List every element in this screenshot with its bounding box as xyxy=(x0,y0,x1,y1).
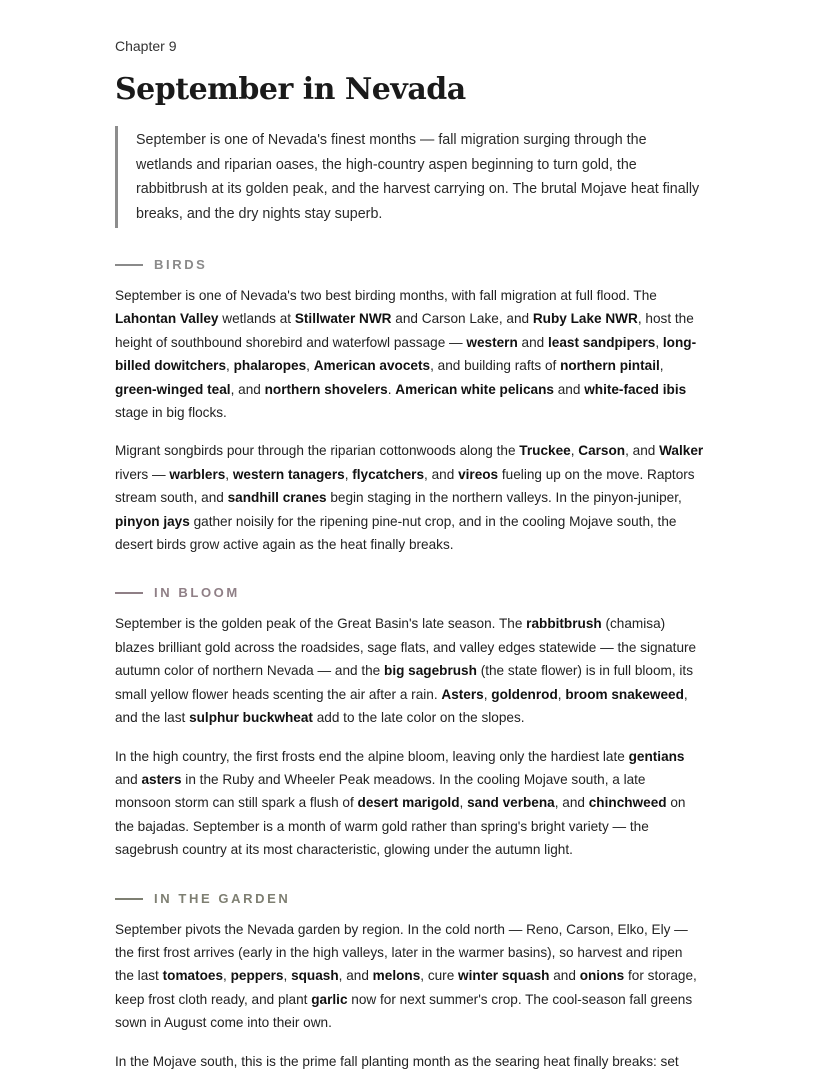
bold-term: winter squash xyxy=(458,968,550,984)
section-heading xyxy=(115,584,705,602)
bold-term: phalaropes xyxy=(233,358,307,374)
bold-term: pinyon jays xyxy=(115,513,190,529)
sections xyxy=(115,256,705,1073)
chapter-label: Chapter 9 xyxy=(115,38,177,54)
bold-term: Asters xyxy=(441,686,484,702)
bold-term: chinchweed xyxy=(588,795,667,811)
bold-term: long-billed dowitchers xyxy=(115,334,697,374)
bold-term: sandhill cranes xyxy=(227,490,327,506)
bold-term: Lahontan Valley xyxy=(115,311,219,327)
bold-term: garlic xyxy=(311,991,348,1007)
bold-term: Walker xyxy=(659,443,704,459)
bold-term: American white pelicans xyxy=(395,381,554,397)
body-paragraph: In the Mojave south, this is the prime fall planting month as the searing heat finally breaks: set xyxy=(115,1053,679,1069)
section-label: IN THE GARDEN xyxy=(154,890,291,906)
bold-term: Stillwater NWR xyxy=(294,311,392,327)
body-paragraph: September is the golden peak of the Great Basin's late season. The rabbitbrush (chamisa) blazes brilliant gold across the roadsides, sage flats, and valley edges statewide — the signature autumn color of northern Nevada — and the big sagebrush (the state flower) is in full bloom, its small yellow flower heads scenting the air after a rain. Asters, goldenrod, broom snakeweed, and the last sulphur buckwheat add to the late color on the slopes. xyxy=(115,616,697,726)
bold-term: least sandpipers xyxy=(548,334,656,350)
section-heading xyxy=(115,256,705,274)
bold-term: American avocets xyxy=(313,358,431,374)
body-paragraph: September is one of Nevada's two best birding months, with fall migration at full flood. The Lahontan Valley wetlands at Stillwater NWR and Carson Lake, and Ruby Lake NWR, host the height of southbound shorebird and waterfowl passage — western and least sandpipers, long-billed dowitchers, phalaropes, American avocets, and building rafts of northern pintail, green-winged teal, and northern shovelers. American white pelicans and white-faced ibis stage in big flocks. xyxy=(115,288,697,421)
bold-term: rabbitbrush xyxy=(526,616,602,632)
bold-term: onions xyxy=(579,968,625,984)
bold-term: desert marigold xyxy=(357,795,460,811)
section-rule xyxy=(115,264,143,266)
bold-term: goldenrod xyxy=(491,686,558,702)
bold-term: sand verbena xyxy=(467,795,555,811)
bold-term: western tanagers xyxy=(232,466,345,482)
bold-term: broom snakeweed xyxy=(565,686,684,702)
bold-term: flycatchers xyxy=(352,466,425,482)
body-paragraph: September pivots the Nevada garden by region. In the cold north — Reno, Carson, Elko, Ely — the first frost arrives (early in the high valleys, later in the warmer basins), so harvest and ripen the last tomatoes, peppers, squash, and melons, cure winter squash and onions for storage, keep frost cloth ready, and plant garlic now for next summer's crop. The cool-season fall greens sown in August come into their own. xyxy=(115,921,697,1031)
bold-term: sulphur buckwheat xyxy=(189,710,313,726)
bold-term: tomatoes xyxy=(162,968,224,984)
body-paragraph: In the high country, the first frosts end the alpine bloom, leaving only the hardiest late gentians and asters in the Ruby and Wheeler Peak meadows. In the cooling Mojave south, a late monsoon storm can still spark a flush of desert marigold, sand verbena, and chinchweed on the bajadas. September is a month of warm gold rather than spring's bright variety — the sagebrush country at its most characteristic, glowing under the autumn light. xyxy=(115,748,686,858)
body-paragraph: Migrant songbirds pour through the riparian cottonwoods along the Truckee, Carson, and Walker rivers — warblers, western tanagers, flycatchers, and vireos fueling up on the move. Raptors stream south, and sandhill cranes begin staging in the northern valleys. In the pinyon-juniper, pinyon jays gather noisily for the ripening pine-nut crop, and in the cooling Mojave south, the desert birds grow active again as the heat finally breaks. xyxy=(115,443,704,553)
bold-term: asters xyxy=(141,771,182,787)
section-label: IN BLOOM xyxy=(154,585,240,601)
section-rule xyxy=(115,898,143,900)
section-label: BIRDS xyxy=(154,257,208,272)
bold-term: Carson xyxy=(578,443,626,459)
page-title: September in Nevada xyxy=(115,72,466,107)
bold-term: melons xyxy=(372,968,421,984)
bold-term: peppers xyxy=(230,968,284,984)
bold-term: gentians xyxy=(628,748,685,764)
bold-term: white-faced ibis xyxy=(584,381,687,397)
section-rule xyxy=(115,592,143,594)
section-heading xyxy=(115,890,705,908)
bold-term: Truckee xyxy=(519,443,571,459)
document-body xyxy=(115,36,705,1073)
bold-term: big sagebrush xyxy=(384,663,477,679)
intro-blockquote: September is one of Nevada's finest months — fall migration surging through the wetlands and riparian oases, the high-country aspen beginning to turn gold, the rabbitbrush at its golden peak, and the harvest carrying on. The brutal Mojave heat finally breaks, and the dry nights stay superb. xyxy=(115,126,705,228)
bold-term: Ruby Lake NWR xyxy=(532,311,638,327)
bold-term: green-winged teal xyxy=(115,381,231,397)
bold-term: warblers xyxy=(169,466,226,482)
bold-term: vireos xyxy=(458,466,499,482)
bold-term: northern pintail xyxy=(560,358,660,374)
bold-term: squash xyxy=(291,968,339,984)
bold-term: western xyxy=(466,334,518,350)
bold-term: northern shovelers xyxy=(264,381,388,397)
